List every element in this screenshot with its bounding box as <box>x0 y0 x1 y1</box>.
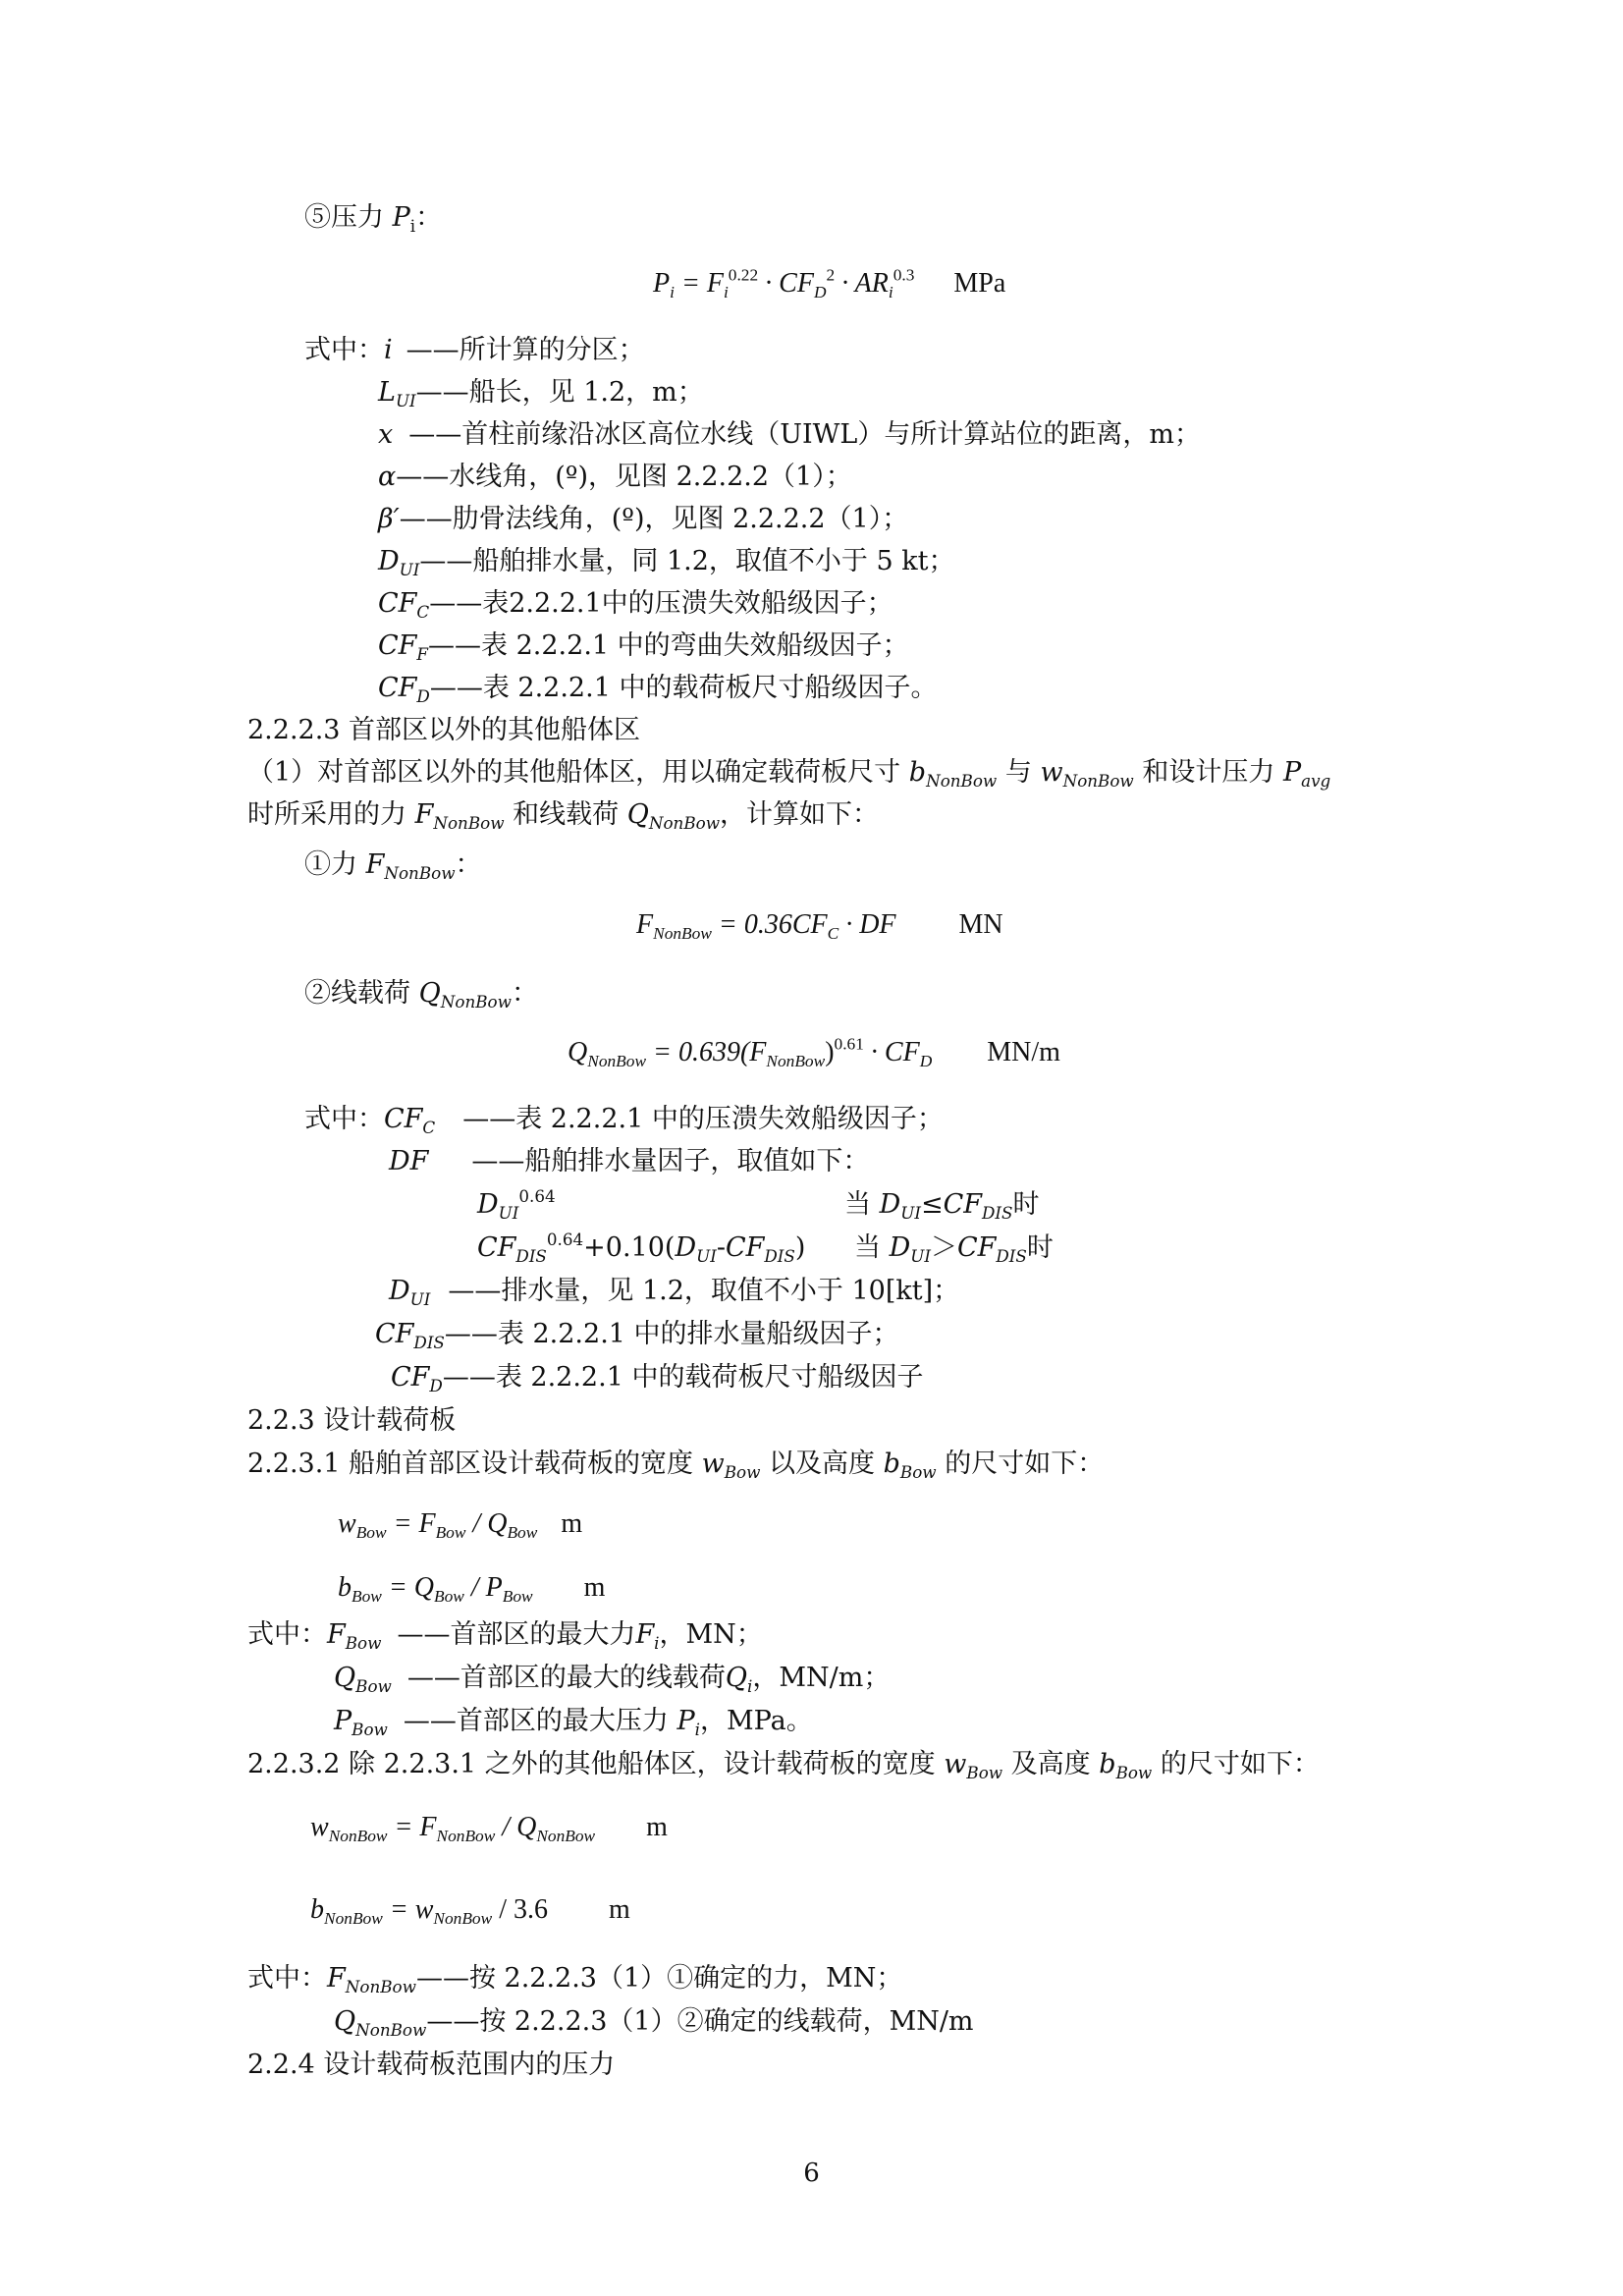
where-item-DF <box>389 1145 869 1178</box>
symbol: CF <box>477 1232 516 1263</box>
subscript: NonBow <box>648 812 721 833</box>
symbol: Q <box>418 978 441 1009</box>
eq-sub: NonBow <box>587 1052 647 1071</box>
eq-sub: NonBow <box>766 1052 826 1071</box>
where-item-CFC-2 <box>304 1103 944 1136</box>
subscript: NonBow <box>440 991 512 1011</box>
eq-sym: = F <box>387 1812 437 1842</box>
subscript: C <box>422 1117 436 1137</box>
eq-sub: NonBow <box>536 1827 596 1846</box>
symbol: b <box>908 757 927 788</box>
subscript: i <box>746 1675 753 1696</box>
symbol: Q <box>334 2006 356 2037</box>
symbol: CF <box>391 1362 430 1393</box>
where-item-CFD <box>378 672 937 705</box>
colon: ： <box>415 202 443 233</box>
subscript: UI <box>409 1288 431 1309</box>
paragraph-2-2-3-1 <box>247 1448 1104 1481</box>
symbol: D <box>879 1189 901 1220</box>
eq-num: / 3.6 <box>492 1894 548 1925</box>
definition: ——表 2.2.2.1 中的排水量船级因子； <box>444 1319 899 1349</box>
definition: ——按 2.2.2.3（1）①确定的力，MN； <box>415 1963 903 1994</box>
definition: ——船舶排水量，同 1.2，取值不小于 5 kt； <box>419 546 955 576</box>
where-item-x <box>378 418 1201 452</box>
subscript: UI <box>900 1202 921 1223</box>
definition: ——表 2.2.2.1 中的弯曲失效船级因子； <box>428 630 909 661</box>
subscript: Bow <box>355 1675 392 1696</box>
symbol: F <box>365 849 385 880</box>
where-item-CFD-2 <box>391 1361 923 1394</box>
symbol: x <box>378 419 394 450</box>
definition: ——肋骨法线角，(º)，见图 2.2.2.2（1）； <box>399 504 909 534</box>
definition: ，MPa。 <box>700 1706 813 1736</box>
text: ) <box>794 1232 806 1263</box>
eq-unit: m <box>561 1508 583 1539</box>
subscript: Bow <box>899 1461 937 1482</box>
symbol: D <box>389 1276 410 1306</box>
where-item-CFF <box>378 629 909 663</box>
operator: - <box>716 1232 726 1263</box>
subscript: Bow <box>724 1461 761 1482</box>
symbol: D <box>378 546 400 576</box>
text: （1）对首部区以外的其他船体区，用以确定载荷板尺寸 <box>247 757 909 788</box>
subscript: i <box>694 1719 700 1739</box>
subscript: i <box>654 1632 660 1653</box>
paragraph-nonbow-line2 <box>247 798 879 832</box>
text: 和设计压力 <box>1133 757 1283 788</box>
definition: ——表 2.2.2.1 中的载荷板尺寸船级因子 <box>442 1362 924 1393</box>
text: 当 <box>854 1232 890 1263</box>
symbol: w <box>1040 757 1063 788</box>
subscript: C <box>416 601 430 622</box>
eq-sym: = F <box>386 1508 436 1539</box>
symbol: CF <box>943 1189 982 1220</box>
eq-paren: ) <box>825 1037 835 1067</box>
where-intro: 式中： <box>304 1104 384 1134</box>
section-pressure-heading <box>304 201 442 235</box>
definition: ——所计算的分区； <box>406 335 645 365</box>
definition: ——首部区的最大的线载荷 <box>406 1663 726 1693</box>
heading-2-2-4: 2.2.4 设计载荷板范围内的压力 <box>247 2050 616 2080</box>
subscript: F <box>416 643 429 664</box>
eq-sym: = Q <box>381 1572 434 1603</box>
eq-unit: m <box>646 1812 668 1842</box>
eq-sym: w <box>310 1812 329 1842</box>
equation-force-nonbow <box>636 908 1003 942</box>
eq-sub: NonBow <box>433 1909 493 1929</box>
subscript: NonBow <box>355 2019 427 2040</box>
text: 和线载荷 <box>504 799 627 830</box>
subscript: D <box>416 685 430 706</box>
equation-bbow <box>338 1571 605 1605</box>
symbol: P <box>676 1706 695 1736</box>
eq-sub: Bow <box>355 1523 387 1543</box>
symbol: D <box>477 1189 499 1220</box>
eq-sub: NonBow <box>328 1827 388 1846</box>
where-item-FBow <box>247 1618 763 1652</box>
eq-sub: i <box>888 283 893 302</box>
eq-sym: · CF <box>758 268 814 299</box>
symbol: i <box>384 335 393 365</box>
where-item-D <box>378 545 954 578</box>
definition: ——船舶排水量因子，取值如下： <box>471 1146 870 1176</box>
text: ②线载荷 <box>304 978 419 1009</box>
subscript: NonBow <box>433 812 505 833</box>
text: 时所采用的力 <box>247 799 415 830</box>
where-item-alpha <box>378 461 852 494</box>
definition: ——首部区的最大力 <box>397 1619 636 1650</box>
heading-2-2-3: 2.2.3 设计载荷板 <box>247 1405 457 1436</box>
definition: ，MN； <box>659 1619 763 1650</box>
where-item-CFC <box>378 587 893 621</box>
eq-sym: · AR <box>835 268 889 299</box>
eq-sub: D <box>813 283 827 302</box>
definition: ——首部区的最大压力 <box>403 1706 677 1736</box>
where-item-QBow <box>334 1662 890 1695</box>
equation-bnonbow <box>310 1893 630 1927</box>
eq-sub: Bow <box>435 1523 466 1543</box>
subscript: DIS <box>515 1245 547 1266</box>
eq-sym: b <box>338 1572 352 1603</box>
eq-sub: C <box>827 924 839 944</box>
eq-sym: F <box>636 909 654 940</box>
symbol: D <box>889 1232 911 1263</box>
symbol: F <box>327 1963 346 1994</box>
eq-sym: w <box>338 1508 356 1539</box>
eq-unit: m <box>608 1894 630 1925</box>
text: 的尺寸如下： <box>936 1449 1105 1479</box>
subscript: avg <box>1301 770 1331 791</box>
subscript: DIS <box>996 1245 1027 1266</box>
subscript: DIS <box>764 1245 795 1266</box>
eq-sym: = 0.639(F <box>646 1037 767 1067</box>
subscript: DIS <box>982 1202 1013 1223</box>
text: 及高度 <box>1002 1749 1100 1779</box>
subscript: DIS <box>413 1332 445 1352</box>
where-item-PBow <box>334 1705 813 1738</box>
section-force-heading <box>304 848 482 882</box>
section-lineload-heading <box>304 977 538 1011</box>
eq-sym: / P <box>463 1572 503 1603</box>
eq-sub: NonBow <box>324 1909 383 1929</box>
eq-unit: MPa <box>953 268 1006 299</box>
symbol: α <box>378 462 397 492</box>
eq-sub: Bow <box>502 1587 533 1607</box>
text: 当 <box>844 1189 880 1220</box>
eq-sym: = F <box>674 268 724 299</box>
paragraph-2-2-3-2 <box>247 1748 1320 1781</box>
eq-sub: Bow <box>507 1523 538 1543</box>
symbol: F <box>327 1619 346 1650</box>
symbol: b <box>883 1449 900 1479</box>
symbol-P: P <box>392 202 410 233</box>
text: ①力 <box>304 849 366 880</box>
symbol: CF <box>956 1232 997 1263</box>
eq-sup: 2 <box>826 265 836 285</box>
eq-sub: D <box>919 1052 933 1071</box>
definition: ——表 2.2.2.1 中的载荷板尺寸船级因子。 <box>429 673 938 703</box>
symbol: D <box>675 1232 697 1263</box>
definition: ——按 2.2.2.3（1）②确定的线载荷，MN/m <box>426 2006 974 2037</box>
eq-sym: Q <box>568 1037 588 1067</box>
symbol: P <box>334 1706 352 1736</box>
eq-sym: / Q <box>495 1812 537 1842</box>
definition: ——船长，见 1.2，m； <box>415 377 704 408</box>
eq-unit: MN <box>958 909 1003 940</box>
eq-sub: i <box>723 283 729 302</box>
text: 2.2.3.2 除 2.2.3.1 之外的其他船体区，设计载荷板的宽度 <box>247 1749 945 1779</box>
definition: ——排水量，见 1.2，取值不小于 10[kt]； <box>448 1276 960 1306</box>
eq-sup: 0.22 <box>728 265 759 285</box>
eq-sym: · CF <box>863 1037 920 1067</box>
symbol: CF <box>378 673 417 703</box>
subscript: UI <box>395 390 416 410</box>
definition: ——表 2.2.2.1 中的压溃失效船级因子； <box>462 1104 944 1134</box>
eq-sym: / Q <box>465 1508 508 1539</box>
df-case-2-condition <box>854 1231 1054 1265</box>
symbol: Q <box>334 1663 356 1693</box>
subscript: UI <box>910 1245 931 1266</box>
definition: ——首柱前缘沿冰区高位水线（UIWL）与所计算站位的距离，m； <box>408 419 1201 450</box>
page-number: 6 <box>803 2159 820 2188</box>
eq-sub: Bow <box>434 1587 464 1607</box>
subscript: Bow <box>966 1762 1003 1782</box>
subscript: Bow <box>345 1632 382 1653</box>
operator: ＞ <box>930 1232 957 1263</box>
eq-sub: i <box>670 283 675 302</box>
equation-pressure <box>653 267 1005 301</box>
equation-wbow <box>338 1507 582 1541</box>
text: 时 <box>1012 1189 1040 1220</box>
df-case-2 <box>477 1231 805 1265</box>
equation-lineload-nonbow <box>568 1036 1060 1069</box>
where-intro: 式中： <box>304 335 384 365</box>
heading-text: ⑤压力 <box>304 202 393 233</box>
subscript-i: i <box>409 215 416 236</box>
symbol: CF <box>384 1104 423 1134</box>
eq-unit: m <box>583 1572 606 1603</box>
colon: ： <box>511 978 538 1009</box>
subscript: NonBow <box>345 1976 416 1996</box>
eq-sup: 0.61 <box>834 1034 864 1054</box>
text: 的尺寸如下： <box>1152 1749 1320 1779</box>
eq-sym: · DF <box>839 909 896 940</box>
symbol: L <box>378 377 396 408</box>
heading-2-2-2-3: 2.2.2.3 首部区以外的其他船体区 <box>247 715 641 745</box>
where-item-QNonBow <box>334 2005 974 2039</box>
symbol: F <box>414 799 434 830</box>
symbol: β′ <box>378 504 400 534</box>
definition: ——水线角，(º)，见图 2.2.2.2（1）； <box>396 462 852 492</box>
symbol: b <box>1099 1749 1116 1779</box>
symbol: w <box>701 1449 725 1479</box>
equation-wnonbow <box>310 1811 668 1844</box>
where-item-L <box>378 376 704 410</box>
operator: ≤ <box>920 1189 944 1220</box>
df-case-1-condition <box>844 1188 1040 1222</box>
superscript: 0.64 <box>546 1230 584 1250</box>
paragraph-nonbow-line1 <box>247 756 1330 790</box>
symbol: P <box>1282 757 1302 788</box>
text: 与 <box>997 757 1041 788</box>
symbol: CF <box>378 588 417 619</box>
eq-unit: MN/m <box>987 1037 1060 1067</box>
where-item-beta <box>378 503 908 536</box>
text: 2.2.3.1 船舶首部区设计载荷板的宽度 <box>247 1449 702 1479</box>
eq-sym: = 0.36CF <box>711 909 828 940</box>
df-case-1 <box>477 1188 556 1222</box>
eq-sym: = w <box>382 1894 434 1925</box>
symbol: CF <box>375 1319 414 1349</box>
where-intro: 式中： <box>247 1619 327 1650</box>
definition: ——表2.2.2.1中的压溃失效船级因子； <box>429 588 893 619</box>
eq-sym: b <box>310 1894 324 1925</box>
subscript: Bow <box>1115 1762 1153 1782</box>
subscript: NonBow <box>1062 770 1134 791</box>
symbol: w <box>944 1749 967 1779</box>
eq-sub: NonBow <box>436 1827 496 1846</box>
text: 以及高度 <box>760 1449 884 1479</box>
text: +0.10( <box>583 1232 676 1263</box>
where-item-FNonBow <box>247 1962 902 1995</box>
symbol: Q <box>626 799 649 830</box>
text: 时 <box>1026 1232 1054 1263</box>
symbol: F <box>635 1619 655 1650</box>
symbol: CF <box>725 1232 765 1263</box>
where-item-CFDIS <box>375 1318 899 1351</box>
eq-sup: 0.3 <box>893 265 915 285</box>
subscript: D <box>429 1375 443 1395</box>
symbol: CF <box>378 630 417 661</box>
where-item-DUI <box>389 1275 959 1308</box>
where-item-i <box>304 334 645 367</box>
subscript: NonBow <box>384 862 456 883</box>
eq-sub: Bow <box>352 1587 382 1607</box>
symbol: Q <box>725 1663 747 1693</box>
definition: ，MN/m； <box>752 1663 891 1693</box>
text: ，计算如下： <box>720 799 880 830</box>
where-intro: 式中： <box>247 1963 327 1994</box>
eq-sub: NonBow <box>653 924 712 944</box>
subscript: Bow <box>352 1719 388 1739</box>
symbol: DF <box>389 1146 429 1176</box>
subscript: UI <box>399 559 420 579</box>
subscript: UI <box>696 1245 717 1266</box>
superscript: 0.64 <box>518 1186 556 1207</box>
subscript: UI <box>498 1202 519 1223</box>
eq-sym: P <box>653 268 671 299</box>
colon: ： <box>455 849 482 880</box>
subscript: NonBow <box>926 770 998 791</box>
